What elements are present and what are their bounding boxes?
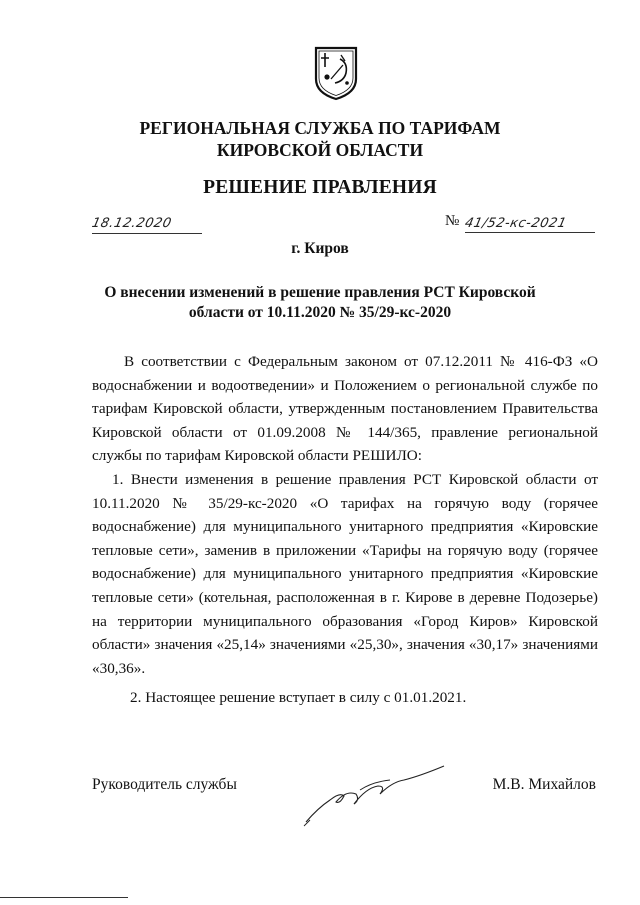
coat-of-arms-icon [313, 45, 359, 101]
org-name-line2: КИРОВСКОЙ ОБЛАСТИ [216, 140, 424, 160]
intro-paragraph: В соответствии с Федеральным законом от 07.12.2011 № 416-ФЗ «О водоснабжении и водоотведении» и Положением о региональной службе по тарифам Кировской области, утвержденным постановлением Правительства Кировской области от 01.09.2008 № 144/365, правление региональной службы по тарифам Кировской области РЕШИЛО: [92, 353, 598, 465]
decision-item-1: 1. Внести изменения в решение правления РСТ Кировской области от 10.11.2020 № 35/29-кс-2020 «О тарифах на горячую воду (горячее водоснабжение) для муниципального унитарного предприятия «Кировские тепловые сети», заменив в приложении «Тарифы на горячую воду (горячее водоснабжение) для муниципального унитарного предприятия «Кировские тепловые сети» (котельная, расположенная в г. Кирове в деревне Подозерье) на территории муниципального образования «Город Киров» Кировской области» значения «25,14» значениями «25,30», значения «30,17» значениями «30,36». [92, 470, 598, 677]
decision-number-line [465, 216, 595, 233]
decision-number [445, 213, 595, 233]
signer-role: Руководитель службы [92, 776, 237, 793]
decision-date-value: 18.12.2020 [90, 216, 174, 231]
document-title: РЕШЕНИЕ ПРАВЛЕНИЯ [203, 177, 437, 198]
subject-line1: О внесении изменений в решение правления РСТ Кировской [104, 284, 536, 301]
footer-divider [0, 897, 128, 898]
decision-number-value: 41/52-кс-2021 [463, 216, 569, 231]
decision-body [92, 350, 598, 710]
number-sign: № [445, 213, 460, 229]
decision-item-2: 2. Настоящее решение вступает в силу с 01.01.2021. [130, 689, 467, 707]
subject-line2: области от 10.11.2020 № 35/29-кс-2020 [188, 304, 452, 321]
city: г. Киров [291, 240, 349, 257]
org-name-line1: РЕГИОНАЛЬНАЯ СЛУЖБА ПО ТАРИФАМ [139, 118, 501, 138]
signer-name: М.В. Михайлов [492, 776, 596, 793]
decision-date [92, 216, 202, 234]
signature-icon [300, 760, 450, 830]
